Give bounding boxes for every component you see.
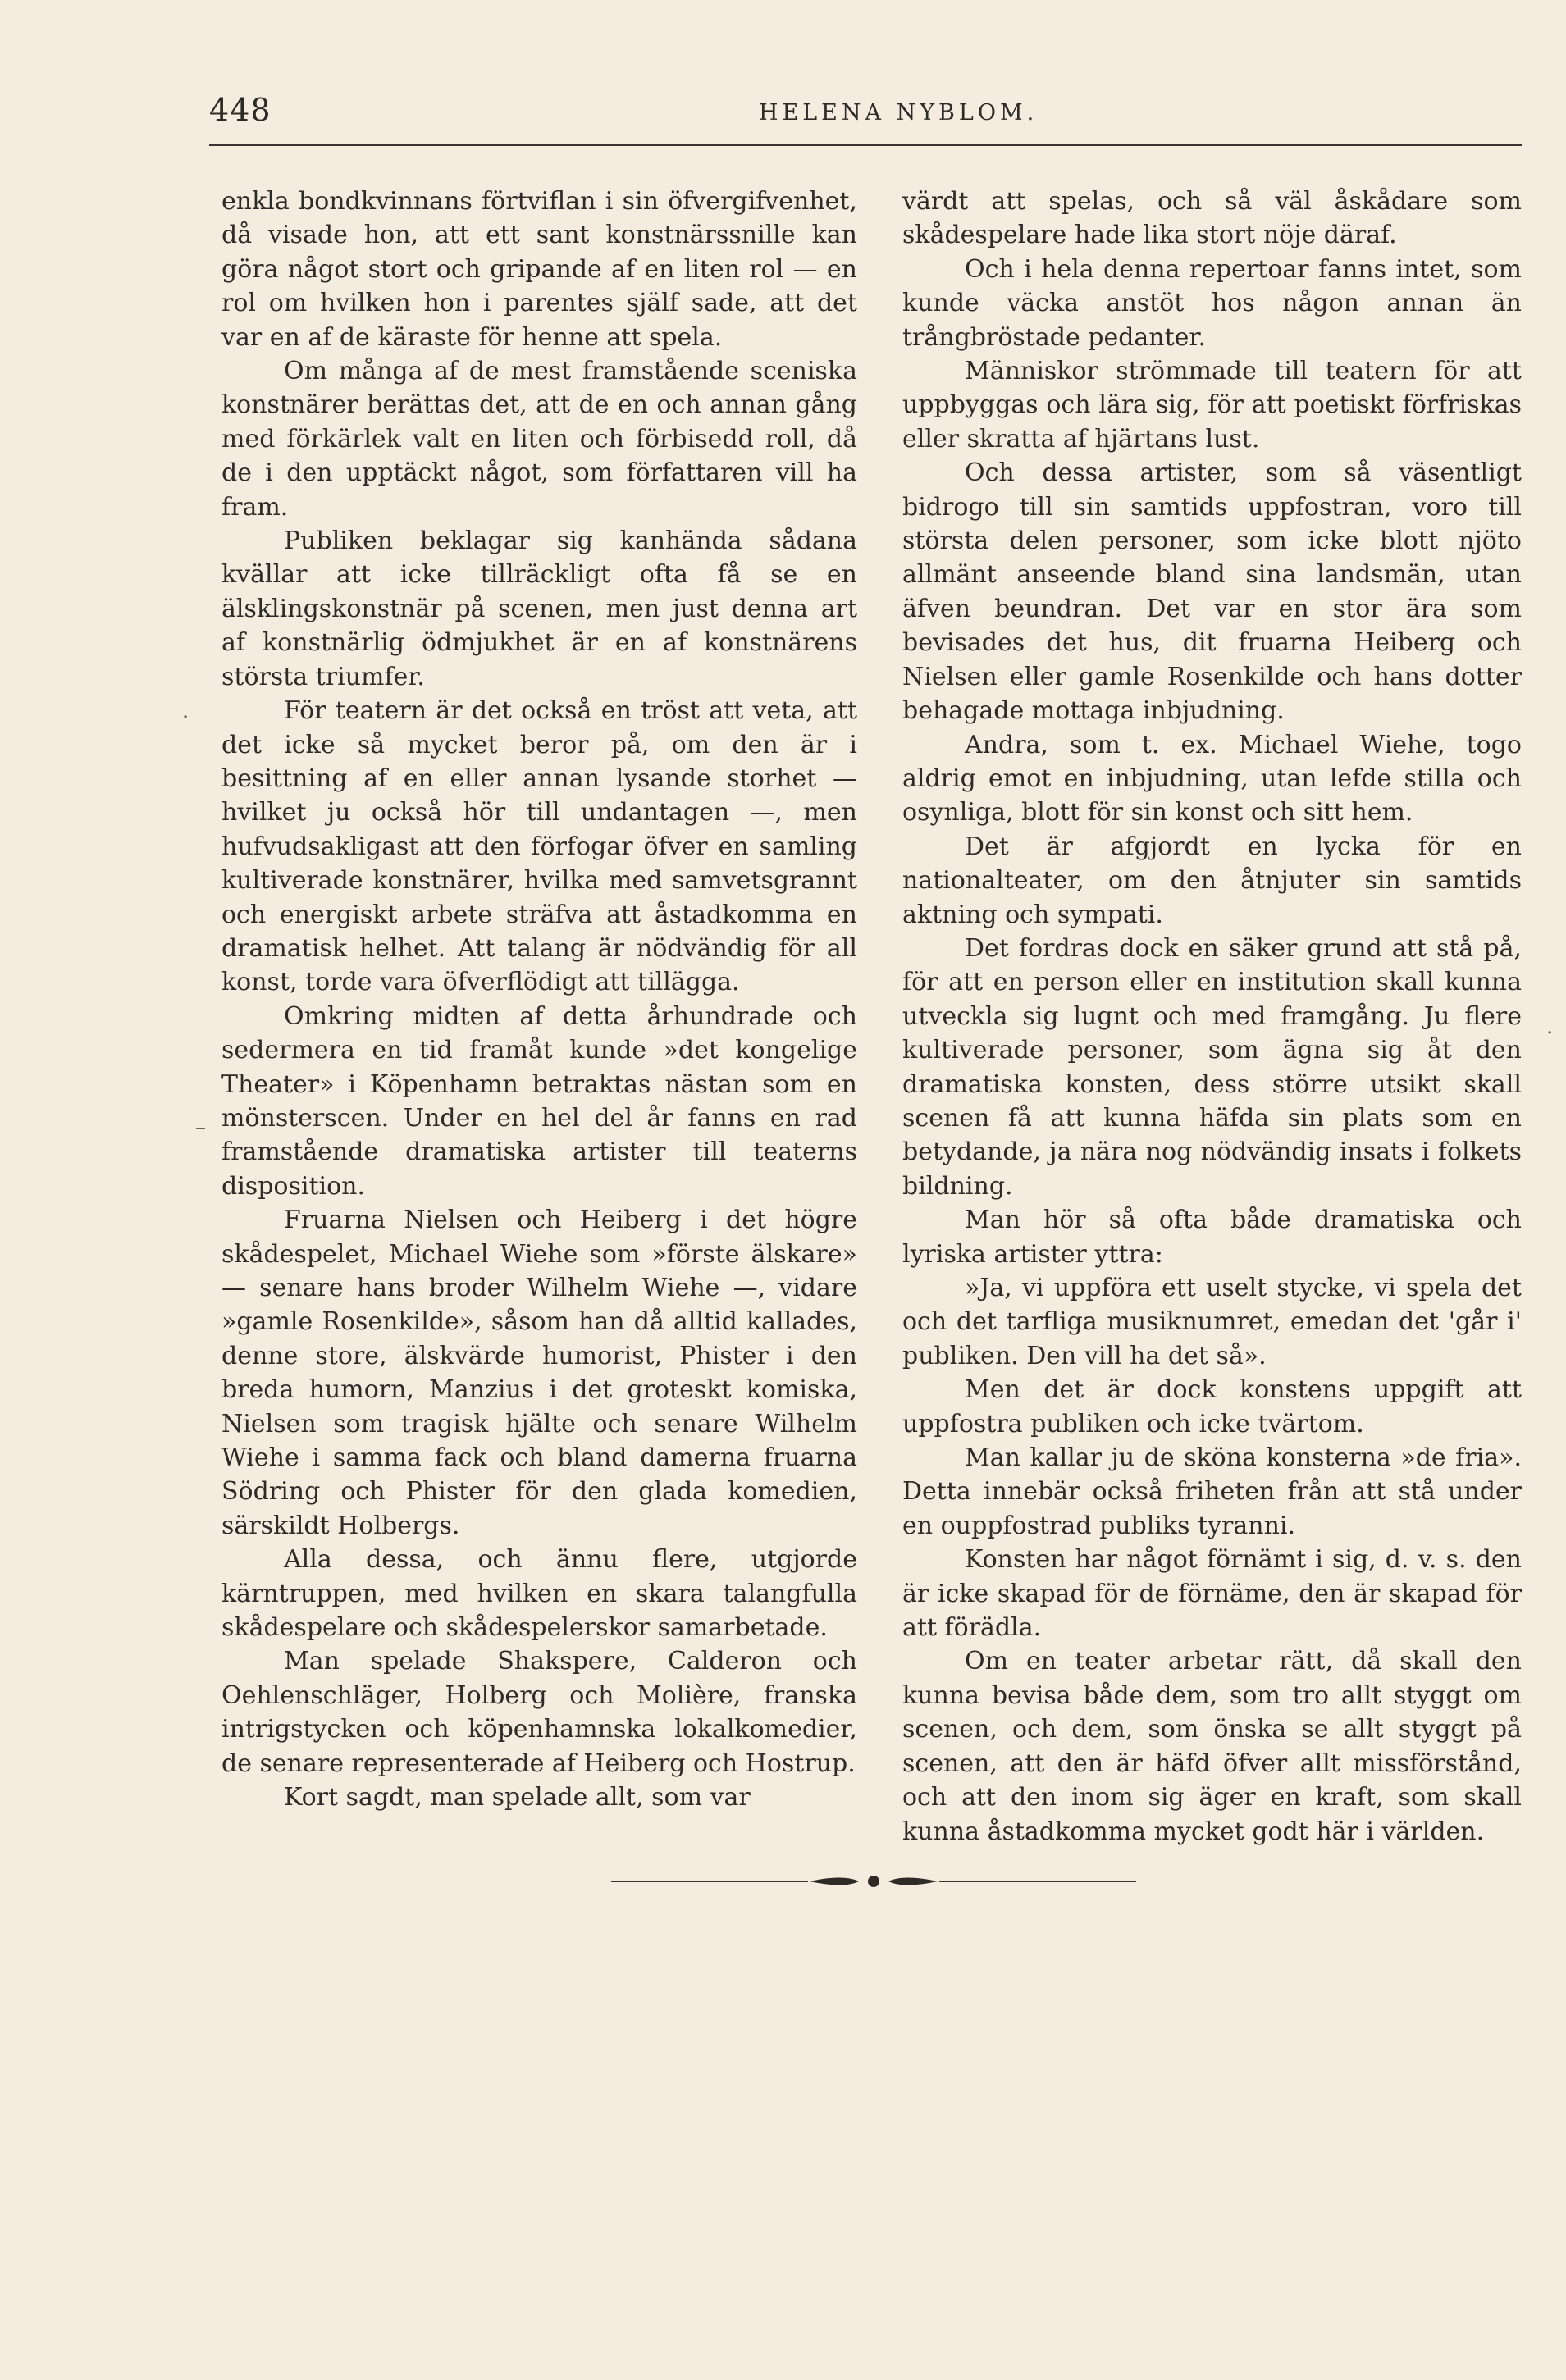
paragraph: Om många af de mest framstående sceniska konstnärer berättas det, att de en och annan gång med förkärlek valt en liten och förbisedd roll, då de i den upptäckt något, som författaren vill ha fram. (221, 357, 857, 522)
paragraph: Omkring midten af detta århundrade och sedermera en tid framåt kunde »det kongelige Theater» i Köpenhamn betraktas nästan som en mönsterscen. Under en hel del år fanns en rad framstående dramatiska artister till teaterns disposition. (221, 1001, 857, 1201)
paragraph: värdt att spelas, och så väl åskådare som skådespelare hade lika stort nöje däraf. (902, 187, 1522, 250)
margin-dash-mark: – (195, 1115, 206, 1140)
paragraph: Kort sagdt, man spelade allt, som var (284, 1783, 751, 1812)
left-column (221, 185, 857, 1815)
paragraph: Det är afgjordt en lycka för en nationalteater, om den åtnjuter sin samtids aktning och sympati. (902, 832, 1522, 929)
paragraph: Det fordras dock en säker grund att stå på, för att en person eller en institution skall kunna utveckla sig lugnt och med framgång. Ju flere kultiverade personer, som ägna sig åt den dramatiska konsten, dess större utsikt skall scenen få att kunna häfda sin plats som en betydande, ja nära nog nödvändig insats i folkets bildning. (902, 933, 1522, 1201)
paragraph: Men det är dock konstens uppgift att uppfostra publiken och icke tvärtom. (902, 1375, 1522, 1438)
paragraph: Man kallar ju de sköna konsterna »de fria». Detta innebär också friheten från att stå under en ouppfostrad publiks tyranni. (902, 1443, 1522, 1540)
paragraph: Fruarna Nielsen och Heiberg i det högre skådespelet, Michael Wiehe som »förste älskare» — senare hans broder Wilhelm Wiehe —, vidare »gamle Rosenkilde», såsom han då alltid kallades, denne store, älskvärde humorist, Phister i den breda humorn, Manzius i det groteskt komiska, Nielsen som tragisk hjälte och senare Wilhelm Wiehe i samma fack och bland damerna fruarna Södring och Phister för den glada komedien, särskildt Holbergs. (221, 1206, 857, 1540)
running-title: HELENA NYBLOM. (759, 100, 1039, 125)
paragraph: Och dessa artister, som så väsentligt bidrogo till sin samtids uppfostran, voro till största delen personer, som icke blott njöto allmänt anseende bland sina landsmän, utan äfven beundran. Det var en stor ära som bevisades det hus, dit fruarna Heiberg och Nielsen eller gamle Rosenkilde och hans dotter behagade mottaga inbjudning. (902, 458, 1522, 726)
margin-dot-mark: · (1546, 1021, 1554, 1046)
paragraph: Man spelade Shakspere, Calderon och Oehlenschläger, Holberg och Molière, franska intrigstycken och köpenhamnska lokalkomedier, de senare representerade af Heiberg och Hostrup. (221, 1647, 857, 1778)
page-header (209, 92, 1522, 141)
header-rule (209, 144, 1522, 146)
paragraph: Alla dessa, och ännu flere, utgjorde kärntruppen, med hvilken en skara talangfulla skådespelare och skådespelerskor samarbetade. (221, 1545, 857, 1643)
paragraph: Människor strömmade till teatern för att uppbyggas och lära sig, för att poetiskt förfriskas eller skratta af hjärtans lust. (902, 357, 1522, 454)
paragraph: Man hör så ofta både dramatiska och lyriska artister yttra: (902, 1206, 1522, 1269)
paragraph: Publiken beklagar sig kanhända sådana kvällar att icke tillräckligt ofta få se en älsklingskonstnär på scenen, men just denna art af konstnärlig ödmjukhet är en af konstnärens största triumfer. (221, 527, 857, 691)
paragraph: Och i hela denna repertoar fanns intet, som kunde väcka anstöt hos någon annan än trångbröstade pedanter. (902, 254, 1522, 352)
ornament-icon (808, 1872, 939, 1891)
paragraph: Om en teater arbetar rätt, då skall den kunna bevisa både dem, som tro allt styggt om scenen, och dem, som önska se allt styggt på scenen, att den är häfd öfver allt missförstånd, och att den inom sig äger en kraft, som skall kunna åstadkomma mycket godt här i världen. (902, 1647, 1522, 1846)
paragraph: enkla bondkvinnans förtviflan i sin öfvergifvenhet, då visade hon, att ett sant konstnärssnille kan göra något stort och gripande af en liten rol — en rol om hvilken hon i parentes själf sade, att det var en af de käraste för henne att spela. (221, 187, 857, 352)
paragraph: Konsten har något förnämt i sig, d. v. s. den är icke skapad för de förnäme, den är skapad för att förädla. (902, 1545, 1522, 1643)
end-ornament (611, 1872, 1136, 1891)
paragraph: Andra, som t. ex. Michael Wiehe, togo aldrig emot en inbjudning, utan lefde stilla och osynliga, blott för sin konst och sitt hem. (902, 730, 1522, 828)
paragraph: »Ja, vi uppföra ett uselt stycke, vi spela det och det tarfliga musiknumret, emedan det 'går i' publiken. Den vill ha det så». (902, 1274, 1522, 1370)
margin-dot-mark: · (182, 705, 189, 730)
right-column (902, 185, 1522, 1849)
page-number: 448 (209, 92, 272, 128)
paragraph: För teatern är det också en tröst att veta, att det icke så mycket beror på, om den är i besittning af en eller annan lysande storhet — hvilket ju också hör till undantagen —, men hufvudsakligast att den förfogar öfver en samling kultiverade konstnärer, hvilka med samvetsgrannt och energiskt arbete sträfva att åstadkomma en dramatisk helhet. Att talang är nödvändig för all konst, torde vara öfverflödigt att tillägga. (221, 696, 857, 997)
